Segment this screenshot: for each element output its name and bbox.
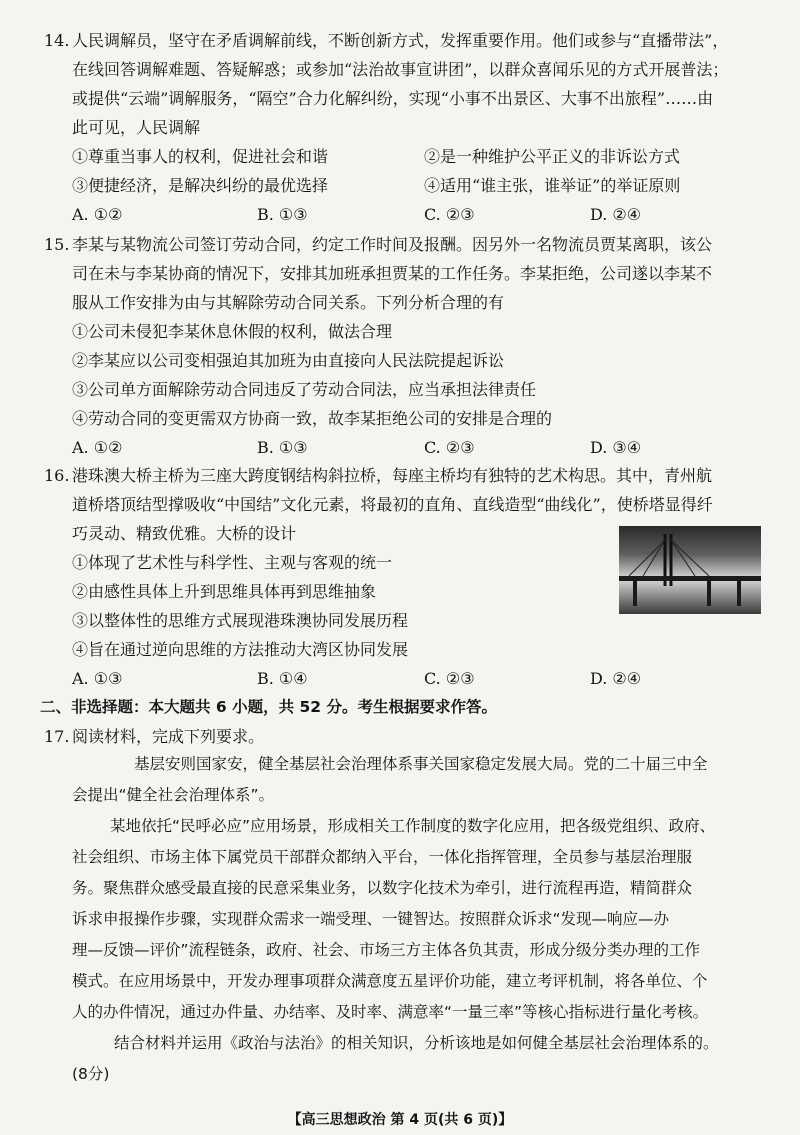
score-label: (8分) [72,1065,110,1083]
statement-1: ①体现了艺术性与科学性、主观与客观的统一 [72,553,393,572]
question-stem-line: 服从工作安排为由与其解除劳动合同关系。下列分析合理的有 [72,293,505,312]
material-line: 基层安则国家安，健全基层社会治理体系事关国家稳定发展大局。党的二十届三中全 [134,755,708,773]
material-line: 模式。在应用场景中，开发办理事项群众满意度五星评价功能，建立考评机制，将各单位、个 [72,972,708,990]
statement-4: ④旨在通过逆向思维的方法推动大湾区协同发展 [72,640,409,659]
material-line: 某地依托“民呼必应”应用场景，形成相关工作制度的数字化应用，把各级党组织、政府、 [110,817,716,835]
material-text [72,749,760,1090]
statement-2: ②由感性具体上升到思维具体再到思维抽象 [72,582,377,601]
choice-a: A. ①③ [72,669,123,688]
bridge-image [619,526,761,614]
question-stem-line: 或提供“云端”调解服务，“隔空”合力化解纠纷，实现“小事不出景区、大事不出旅程”……由 [72,89,714,108]
choice-b: B. ①③ [257,438,308,457]
material-line: 社会组织、市场主体下属党员干部群众都纳入平台，一体化指挥管理，全员参与基层治理服 [72,848,693,866]
material-line: 诉求申报操作步骤，实现群众需求一端受理、一键智达。按照群众诉求“发现—响应—办 [72,910,670,928]
question-intro: 阅读材料，完成下列要求。 [72,727,265,746]
page-footer: 【高三思想政治 第 4 页(共 6 页)】 [287,1112,513,1128]
question-stem-line: 在线回答调解难题、答疑解惑；或参加“法治故事宣讲团”，以群众喜闻乐见的方式开展普法； [72,60,729,79]
question-number: 14. [44,31,70,50]
statement-3: ③以整体性的思维方式展现港珠澳协同发展历程 [72,611,409,630]
question-stem-line: 巧灵动、精致优雅。大桥的设计 [72,524,297,543]
question-stem-line: 司在未与李某协商的情况下，安排其加班承担贾某的工作任务。李某拒绝，公司遂以李某不 [72,264,713,283]
question-stem-line: 此可见，人民调解 [72,118,201,137]
statement-3: ③公司单方面解除劳动合同违反了劳动合同法，应当承担法律责任 [72,380,537,399]
material-line: 人的办件情况，通过办件量、办结率、及时率、满意率“一量三率”等核心指标进行量化考核。 [72,1003,709,1021]
question-14 [44,26,762,229]
question-number: 15. [44,235,70,254]
question-number: 17. [44,727,70,746]
question-17 [44,722,762,751]
statement-2: ②是一种维护公平正义的非诉讼方式 [424,147,681,166]
material-line: 理—反馈—评价”流程链条，政府、社会、市场三方主体各负其责，形成分级分类办理的工作 [72,941,701,959]
statement-4: ④劳动合同的变更需双方协商一致，故李某拒绝公司的安排是合理的 [72,409,553,428]
choice-c: C. ②③ [424,205,475,224]
choice-a: A. ①② [72,438,123,457]
choice-d: D. ②④ [590,669,642,688]
statement-4: ④适用“谁主张，谁举证”的举证原则 [424,176,681,195]
statement-3: ③便捷经济，是解决纠纷的最优选择 [72,176,329,195]
material-line: 务。聚焦群众感受最直接的民意采集业务，以数字化技术为牵引，进行流程再造，精简群众 [72,879,693,897]
choice-d: D. ③④ [590,438,642,457]
choice-c: C. ②③ [424,438,475,457]
choice-d: D. ②④ [590,205,642,224]
question-stem-line: 人民调解员，坚守在矛盾调解前线，不断创新方式，发挥重要作用。他们或参与“直播带法”， [72,31,729,50]
statement-2: ②李某应以公司变相强迫其加班为由直接向人民法院提起诉讼 [72,351,505,370]
bridge-photo [619,526,761,614]
question-stem-line: 李某与某物流公司签订劳动合同，约定工作时间及报酬。因另外一名物流员贾某离职，该公 [72,235,713,254]
question-stem-line: 港珠澳大桥主桥为三座大跨度钢结构斜拉桥，每座主桥均有独特的艺术构思。其中，青州航 [72,466,713,485]
task-instruction: 结合材料并运用《政治与法治》的相关知识，分析该地是如何健全基层社会治理体系的。 [114,1034,719,1052]
choice-b: B. ①③ [257,205,308,224]
section-heading: 二、非选择题：本大题共 6 小题，共 52 分。考生根据要求作答。 [40,698,497,716]
question-15 [44,230,762,462]
statement-1: ①公司未侵犯李某休息休假的权利，做法合理 [72,322,393,341]
question-stem-line: 道桥塔顶结型撑吸收“中国结”文化元素，将最初的直角、直线造型“曲线化”，使桥塔显得纤 [72,495,713,514]
question-number: 16. [44,466,70,485]
choice-b: B. ①④ [257,669,308,688]
material-line: 会提出“健全社会治理体系”。 [72,786,275,804]
statement-1: ①尊重当事人的权利，促进社会和谐 [72,147,329,166]
choice-c: C. ②③ [424,669,475,688]
choice-a: A. ①② [72,205,123,224]
